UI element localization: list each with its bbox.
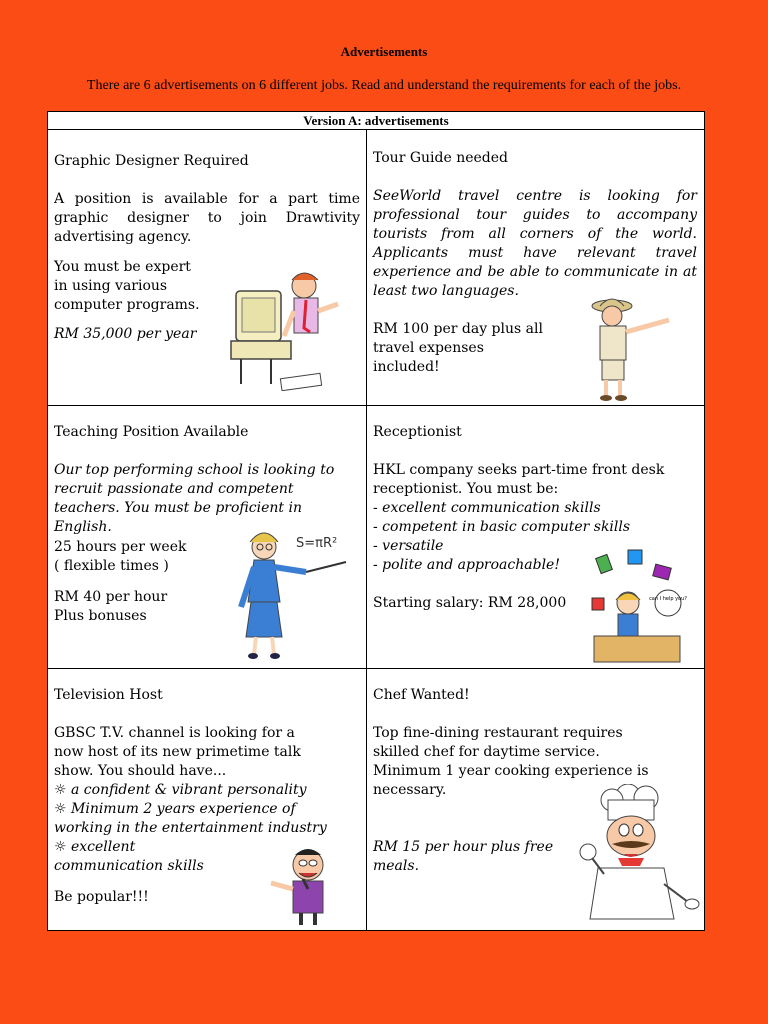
ad-pay-line: RM 40 per hour xyxy=(54,589,168,605)
ad-hours-line: 25 hours per week xyxy=(54,539,187,555)
board-formula: S=πR² xyxy=(296,536,338,551)
ad-description-line: Top fine-dining restaurant requires xyxy=(373,725,623,741)
ads-table xyxy=(47,111,705,931)
ad-pay-line: travel expenses xyxy=(373,340,484,356)
ad-title: Graphic Designer Required xyxy=(54,153,249,169)
ad-title: Teaching Position Available xyxy=(54,424,249,440)
ad-pay: RM 35,000 per year xyxy=(54,326,197,342)
ad-title: Receptionist xyxy=(373,424,462,440)
ad-pay-line: meals. xyxy=(373,858,420,874)
ad-pay-line: RM 100 per day plus all xyxy=(373,321,543,337)
chef-illustration xyxy=(568,784,703,924)
teacher-illustration xyxy=(226,522,361,662)
ad-hours-line: ( flexible times ) xyxy=(54,558,169,574)
ad-description-line: skilled chef for daytime service. xyxy=(373,744,600,760)
version-heading: Version A: advertisements xyxy=(48,112,704,130)
ad-description-line: GBSC T.V. channel is looking for a xyxy=(54,725,295,741)
ad-requirement-line: You must be expert xyxy=(54,259,191,275)
ad-requirement: ☼ a confident & vibrant personality xyxy=(54,782,307,798)
receptionist-illustration xyxy=(588,548,688,664)
ad-description-line: show. You should have... xyxy=(54,763,227,779)
ad-title: Television Host xyxy=(54,687,163,703)
page-title: Advertisements xyxy=(340,44,428,59)
ad-description-line: English. xyxy=(54,519,112,535)
tv-host-illustration xyxy=(263,845,343,927)
ad-requirement: - excellent communication skills xyxy=(373,500,601,516)
ad-description-line: Minimum 1 year cooking experience is xyxy=(373,763,649,779)
ad-requirement: ☼ Minimum 2 years experience of xyxy=(54,801,296,817)
speech-bubble: can I help you? xyxy=(649,596,687,602)
ad-closing: Be popular!!! xyxy=(54,889,149,905)
ad-requirement-line: computer programs. xyxy=(54,297,200,313)
intro-text: There are 6 advertisements on 6 different jobs. Read and understand the requirements for each of the jobs. xyxy=(86,78,682,93)
ad-requirement: working in the entertainment industry xyxy=(54,820,327,836)
ad-requirement: - competent in basic computer skills xyxy=(373,519,631,535)
ad-description-line: necessary. xyxy=(373,782,447,798)
ad-requirement: communication skills xyxy=(54,858,204,874)
ad-requirement: - versatile xyxy=(373,538,444,554)
ad-salary: Starting salary: RM 28,000 xyxy=(373,595,567,611)
ad-title: Tour Guide needed xyxy=(373,150,509,166)
ad-requirement-line: in using various xyxy=(54,278,168,294)
ad-pay-line: Plus bonuses xyxy=(54,608,147,624)
ad-description-line: teachers. You must be proficient in xyxy=(54,500,302,516)
row-divider-1 xyxy=(48,405,704,406)
ad-pay-line: included! xyxy=(373,359,440,375)
ad-requirement: - polite and approachable! xyxy=(373,557,560,573)
row-divider-2 xyxy=(48,668,704,669)
ad-description-line: recruit passionate and competent xyxy=(54,481,294,497)
ad-description-line: HKL company seeks part-time front desk xyxy=(373,462,665,478)
ad-description-line: receptionist. You must be: xyxy=(373,481,559,497)
tour-guide-illustration xyxy=(584,292,679,402)
ad-description-line: Our top performing school is looking to xyxy=(54,462,335,478)
ad-description: SeeWorld travel centre is looking for professional tour guides to accompany tourists from all corners of the world. Applicants must have relevant travel experience and be able to communicate in at least two languages. xyxy=(373,188,697,299)
designer-at-computer-illustration xyxy=(226,266,356,391)
ad-description-line: now host of its new primetime talk xyxy=(54,744,301,760)
ad-pay-line: RM 15 per hour plus free xyxy=(373,839,554,855)
ad-description: A position is available for a part time graphic designer to join Drawtivity advertising agency. xyxy=(54,191,360,245)
ad-requirement: ☼ excellent xyxy=(54,839,136,855)
ad-title: Chef Wanted! xyxy=(373,687,470,703)
